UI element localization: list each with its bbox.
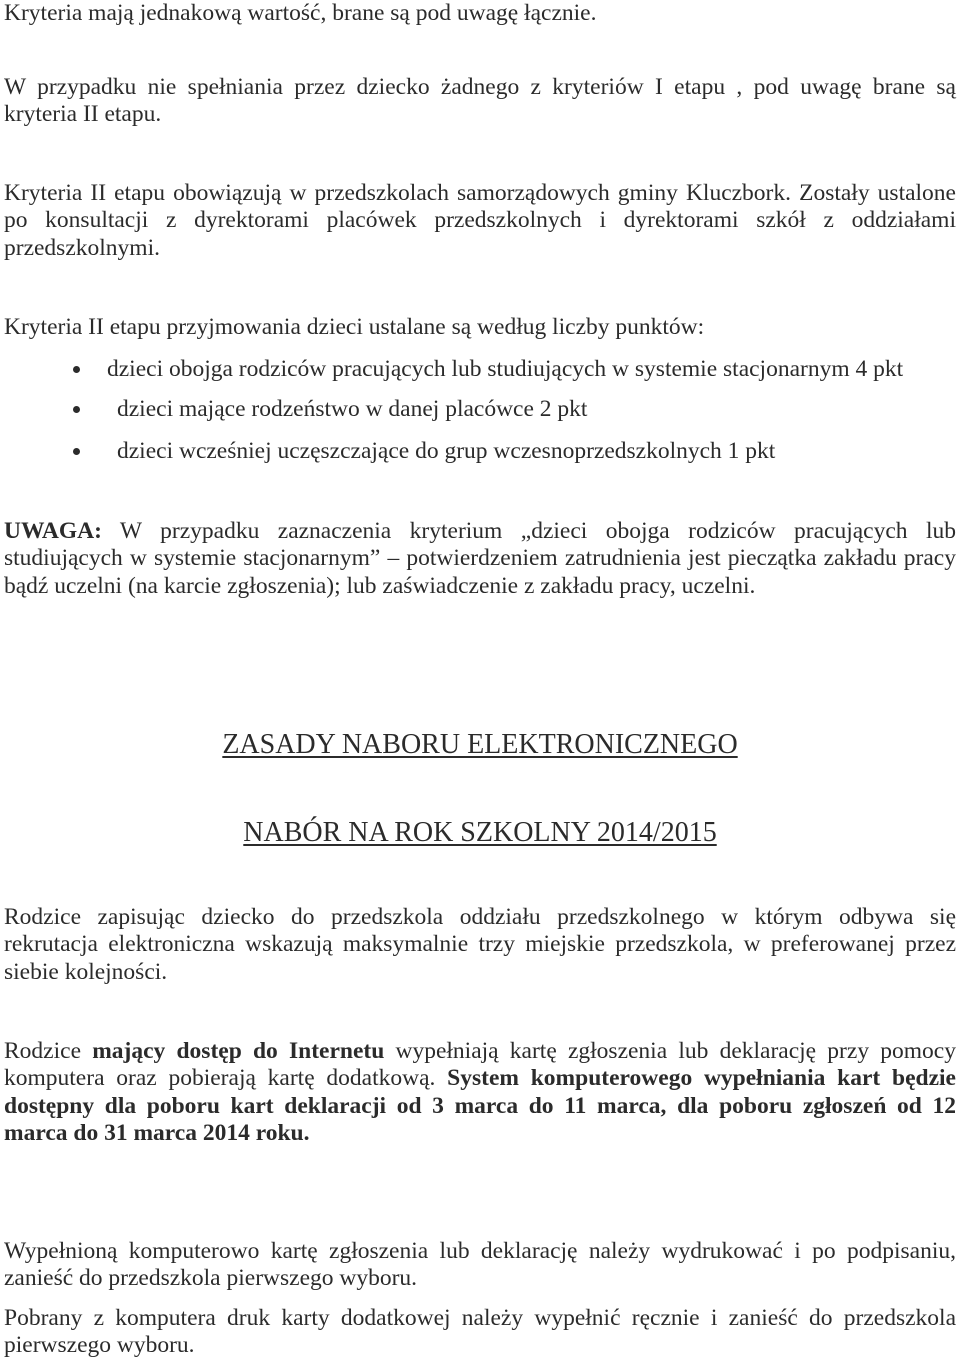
text-line: Pobrany z komputera druk karty dodatkowej należy wypełnić ręcznie i zanieść do przedszkola — [4, 1305, 956, 1331]
paragraph-choice — [4, 904, 956, 986]
text-line: Kryteria II etapu przyjmowania dzieci ustalane są według liczby punktów: — [4, 314, 705, 340]
note-text: W przypadku zaznaczenia kryterium „dzieci obojga rodziców pracujących lub — [101, 518, 956, 544]
list-item — [0, 396, 956, 423]
paragraph-print — [4, 1238, 956, 1293]
text-line: przedszkolnymi. — [4, 234, 160, 261]
paragraph-note — [4, 518, 956, 600]
text-line: Kryteria mają jednakową wartość, brane są pod uwagę łącznie. — [4, 0, 597, 26]
text-line: pierwszego wyboru. — [4, 1332, 195, 1358]
note-label: UWAGA: — [4, 518, 102, 544]
text-line: kryteria II etapu. — [4, 101, 162, 128]
paragraph-extra-card — [4, 1305, 956, 1359]
text-run: wypełniają kartę zgłoszenia lub deklarację przy pomocy — [384, 1038, 956, 1064]
section-subtitle: NABÓR NA ROK SZKOLNY 2014/2015 — [243, 817, 717, 848]
text-run-bold: mający dostęp do Internetu — [92, 1038, 385, 1064]
section-title: ZASADY NABORU ELEKTRONICZNEGO — [222, 729, 738, 760]
text-line — [4, 1038, 956, 1065]
paragraph-stage2-scope — [4, 180, 956, 262]
text-run-bold: System komputerowego wypełniania kart będzie — [447, 1065, 956, 1092]
text-line: W przypadku nie spełniania przez dziecko żadnego z kryteriów I etapu , pod uwagę brane są — [4, 74, 956, 100]
text-line: studiujących w systemie stacjonarnym” – potwierdzeniem zatrudnienia jest pieczątka zakładu pracy — [4, 545, 956, 572]
text-line: Rodzice zapisując dziecko do przedszkola oddziału przedszkolnego w którym odbywa się — [4, 904, 956, 930]
bullet-icon — [73, 448, 80, 455]
text-run: komputera oraz pobierają kartę dodatkową. — [4, 1065, 448, 1092]
list-item-text: dzieci obojga rodziców pracujących lub studiujących w systemie stacjonarnym 4 pkt — [107, 356, 904, 382]
text-run: Rodzice — [4, 1038, 93, 1064]
text-line: siebie kolejności. — [4, 958, 168, 985]
text-line: zanieść do przedszkola pierwszego wyboru. — [4, 1265, 418, 1292]
text-line: Kryteria II etapu obowiązują w przedszkolach samorządowych gminy Kluczbork. Zostały ustalone — [4, 180, 956, 206]
text-line: dostępny dla poboru kart deklaracji od 3 marca do 11 marca, dla poboru zgłoszeń od 12 — [4, 1092, 956, 1119]
bullet-icon — [73, 406, 80, 413]
text-line: rekrutacja elektroniczna wskazują maksymalnie trzy miejskie przedszkola, w preferowanej przez — [4, 931, 956, 958]
paragraph-no-criteria — [4, 74, 956, 129]
text-line: Wypełnioną komputerowo kartę zgłoszenia lub deklarację należy wydrukować i po podpisaniu, — [4, 1238, 956, 1264]
text-line: po konsultacji z dyrektorami placówek przedszkolnych i dyrektorami szkół z oddziałami — [4, 207, 956, 234]
paragraph-internet — [4, 1038, 956, 1147]
list-item — [0, 356, 956, 383]
list-item-text: dzieci wcześniej uczęszczające do grup wczesnoprzedszkolnych 1 pkt — [117, 438, 776, 464]
text-line: marca do 31 marca 2014 roku. — [4, 1119, 310, 1146]
bullet-icon — [73, 366, 80, 373]
text-line — [4, 518, 956, 545]
paragraph-equal-value — [4, 0, 956, 27]
text-line: bądź uczelni (na karcie zgłoszenia); lub zaświadczenie z zakładu pracy, uczelni. — [4, 572, 756, 599]
list-item — [0, 438, 956, 465]
text-line — [4, 1065, 956, 1092]
list-item-text: dzieci mające rodzeństwo w danej placówce 2 pkt — [117, 396, 588, 422]
paragraph-points-intro — [4, 314, 956, 341]
